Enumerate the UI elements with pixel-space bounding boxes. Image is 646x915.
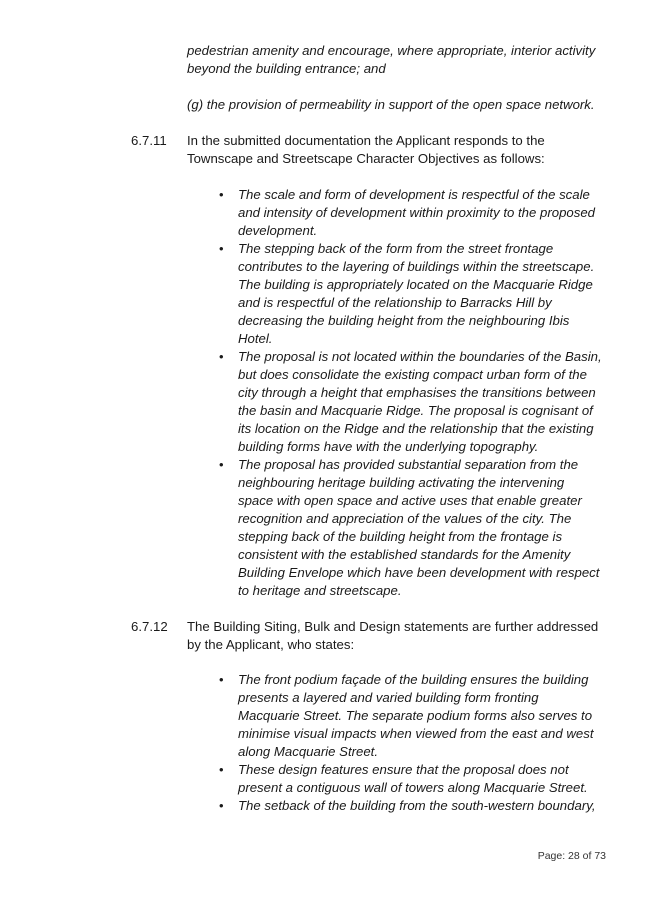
bullet-list-6-7-11: [238, 186, 603, 600]
list-item: • The front podium façade of the building ensures the building presents a layered and varied building form fronting Macquarie Street. The separate podium forms also serves to minimise visual impacts when viewed from the east and west along Macquarie Street.: [238, 671, 603, 761]
section-number-6-7-11: 6.7.11: [131, 133, 167, 148]
list-item: • The proposal is not located within the boundaries of the Basin, but does consolidate the existing compact urban form of the city through a height that emphasises the transitions between the basin and Macquarie Ridge. The proposal is cognisant of its location on the Ridge and the relationship that the existing building forms have with the underlying topography.: [238, 348, 603, 456]
intro-continuation: pedestrian amenity and encourage, where appropriate, interior activity beyond the building entrance; and: [187, 43, 596, 76]
list-item: • The stepping back of the form from the street frontage contributes to the layering of buildings within the streetscape. The building is appropriately located on the Macquarie Ridge and is respectful of the relationship to Barracks Hill by decreasing the building height from the neighbouring Ibis Hotel.: [238, 240, 603, 348]
section-text-6-7-11: In the submitted documentation the Applicant responds to the Townscape and Streetscape Character Objectives as follows:: [187, 133, 545, 166]
page-number: Page: 28 of 73: [537, 850, 606, 862]
section-number-6-7-12: 6.7.12: [131, 619, 168, 634]
list-item: • The proposal has provided substantial separation from the neighbouring heritage building activating the intervening space with open space and active uses that enable greater recognition and appreciation of the values of the city. The stepping back of the building height from the frontage is consistent with the established standards for the Amenity Building Envelope which have been development with respect to heritage and streetscape.: [238, 456, 603, 600]
list-item: • These design features ensure that the proposal does not present a contiguous wall of towers along Macquarie Street.: [238, 761, 603, 797]
bullet-list-6-7-12: [238, 671, 603, 815]
intro-item-g: (g) the provision of permeability in support of the open space network.: [187, 97, 595, 112]
list-item: • The scale and form of development is respectful of the scale and intensity of development within proximity to the proposed development.: [238, 186, 603, 240]
section-text-6-7-12: The Building Siting, Bulk and Design statements are further addressed by the Applicant, who states:: [187, 619, 599, 652]
list-item: • The setback of the building from the south-western boundary,: [238, 797, 603, 815]
